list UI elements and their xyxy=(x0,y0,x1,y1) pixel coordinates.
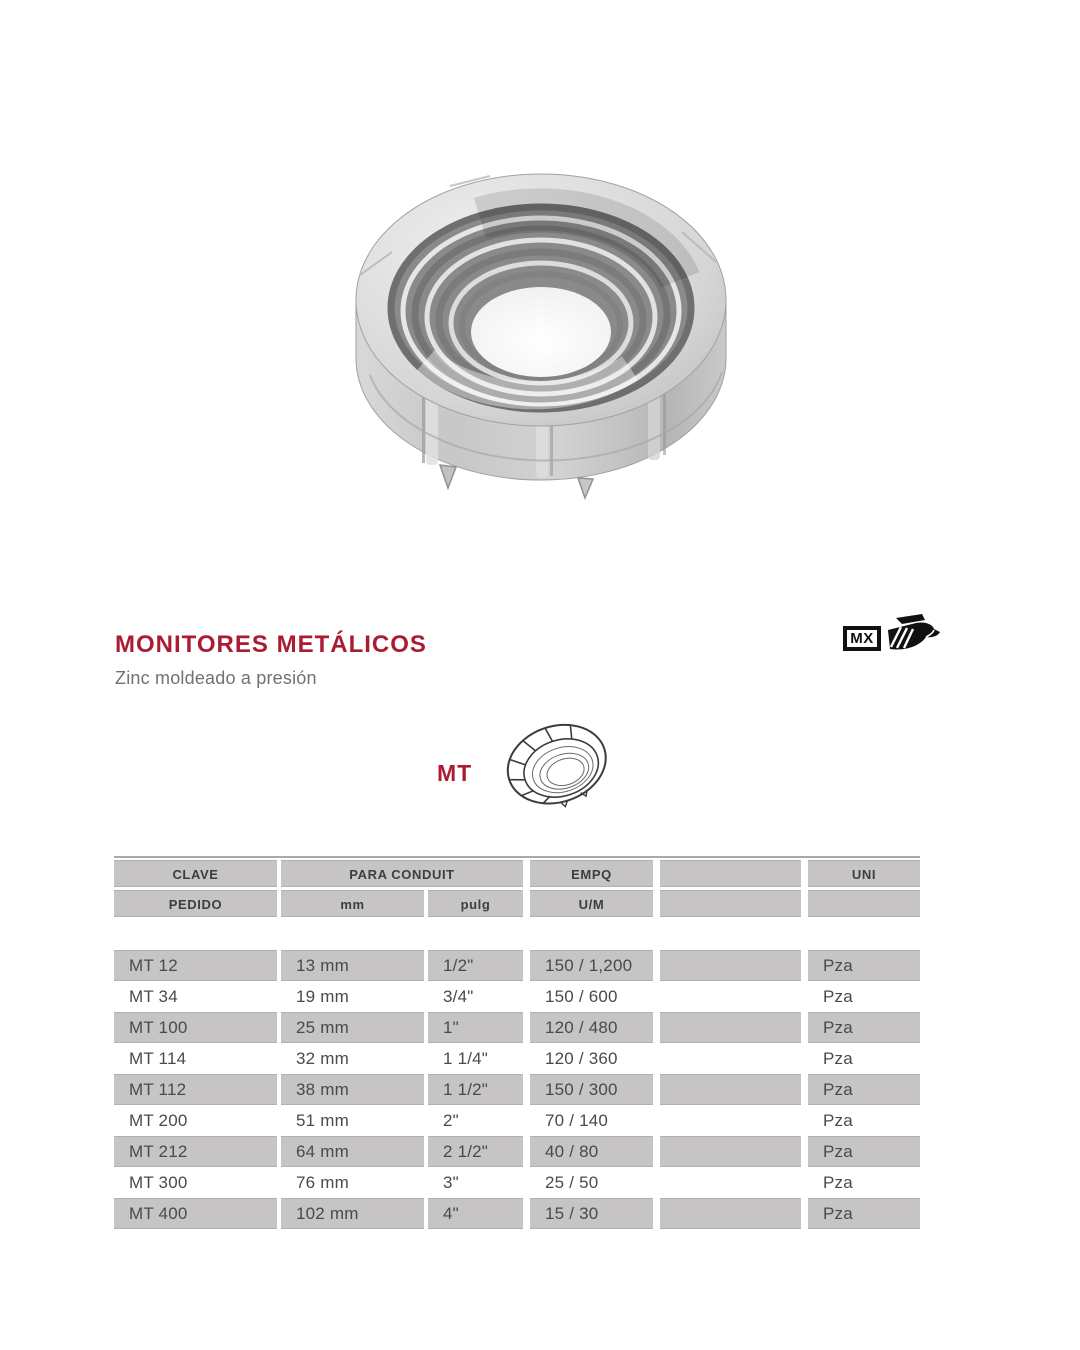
cell-clave: MT 34 xyxy=(129,987,178,1006)
table-row xyxy=(114,1136,920,1167)
cell-pulg: 1 1/2" xyxy=(428,1074,523,1105)
cell-empq: 150 / 600 xyxy=(545,987,618,1006)
table-row xyxy=(114,1198,920,1229)
cell-extra xyxy=(660,1105,801,1136)
cell-empq: 120 / 360 xyxy=(545,1049,618,1068)
table-row xyxy=(114,1167,920,1198)
cell-clave: MT 114 xyxy=(129,1049,187,1068)
cell-mm: 13 mm xyxy=(281,950,424,981)
cell-clave: MT 100 xyxy=(114,1012,277,1043)
product-photo-bushing xyxy=(330,140,770,500)
cell-uni: Pza xyxy=(823,1049,853,1068)
cell-mm: 76 mm xyxy=(296,1173,349,1192)
cell-mm: 64 mm xyxy=(281,1136,424,1167)
table-row xyxy=(114,950,920,981)
header-mm: mm xyxy=(281,890,424,917)
cell-pulg: 1/2" xyxy=(428,950,523,981)
cell-clave: MT 212 xyxy=(114,1136,277,1167)
cell-uni: Pza xyxy=(808,1012,920,1043)
cell-extra xyxy=(660,1167,801,1198)
cell-uni: Pza xyxy=(823,1111,853,1130)
header-extra xyxy=(660,860,801,887)
bushing-photo-svg xyxy=(330,140,770,500)
header-para-conduit: PARA CONDUIT xyxy=(281,860,523,887)
header-uni: UNI xyxy=(808,860,920,887)
cell-mm: 19 mm xyxy=(296,987,349,1006)
table-header-row-1 xyxy=(114,860,920,887)
cell-mm: 51 mm xyxy=(296,1111,349,1130)
cell-mm: 25 mm xyxy=(281,1012,424,1043)
cell-uni: Pza xyxy=(808,1136,920,1167)
cell-extra xyxy=(660,1198,801,1229)
cell-mm: 38 mm xyxy=(281,1074,424,1105)
table-body xyxy=(114,950,920,1229)
table-row xyxy=(114,981,920,1012)
cell-pulg: 4" xyxy=(428,1198,523,1229)
cell-pulg: 1 1/4" xyxy=(443,1049,489,1068)
cell-uni: Pza xyxy=(808,950,920,981)
spec-table xyxy=(114,856,920,1229)
header-pedido: PEDIDO xyxy=(114,890,277,917)
bushing-drawing-svg xyxy=(496,706,620,830)
cell-mm: 32 mm xyxy=(296,1049,349,1068)
table-header-row-2 xyxy=(114,890,920,917)
cell-empq: 40 / 80 xyxy=(530,1136,653,1167)
cell-pulg: 2" xyxy=(443,1111,459,1130)
cell-empq: 120 / 480 xyxy=(530,1012,653,1043)
cell-extra xyxy=(660,1136,801,1167)
header-pulg: pulg xyxy=(428,890,523,917)
figure-line-drawing xyxy=(496,706,620,830)
header-extra-2 xyxy=(660,890,801,917)
cell-pulg: 1" xyxy=(428,1012,523,1043)
cell-pulg: 3" xyxy=(443,1173,459,1192)
cell-pulg: 2 1/2" xyxy=(428,1136,523,1167)
cell-uni: Pza xyxy=(808,1198,920,1229)
cell-uni: Pza xyxy=(808,1074,920,1105)
cell-clave: MT 112 xyxy=(114,1074,277,1105)
cell-empq: 70 / 140 xyxy=(545,1111,609,1130)
cell-empq: 150 / 300 xyxy=(530,1074,653,1105)
cell-extra xyxy=(660,950,801,981)
cell-clave: MT 200 xyxy=(129,1111,188,1130)
cell-extra xyxy=(660,981,801,1012)
cell-extra xyxy=(660,1043,801,1074)
header-uni-2 xyxy=(808,890,920,917)
figure-code-label: MT xyxy=(437,760,473,786)
cell-mm: 102 mm xyxy=(281,1198,424,1229)
cell-extra xyxy=(660,1012,801,1043)
header-empq: EMPQ xyxy=(530,860,653,887)
cell-empq: 150 / 1,200 xyxy=(530,950,653,981)
header-clave: CLAVE xyxy=(114,860,277,887)
cell-clave: MT 12 xyxy=(114,950,277,981)
header-um: U/M xyxy=(530,890,653,917)
page-subtitle: Zinc moldeado a presión xyxy=(115,668,317,688)
mx-label: MX xyxy=(843,626,881,651)
page-title: MONITORES METÁLICOS xyxy=(115,631,427,658)
table-row xyxy=(114,1074,920,1105)
hecho-en-mexico-badge xyxy=(843,614,943,664)
cell-empq: 15 / 30 xyxy=(530,1198,653,1229)
eagle-icon xyxy=(882,614,940,662)
cell-empq: 25 / 50 xyxy=(545,1173,599,1192)
cell-clave: MT 300 xyxy=(129,1173,188,1192)
table-row xyxy=(114,1012,920,1043)
table-row xyxy=(114,1105,920,1136)
table-row xyxy=(114,1043,920,1074)
cell-clave: MT 400 xyxy=(114,1198,277,1229)
cell-uni: Pza xyxy=(823,987,853,1006)
cell-uni: Pza xyxy=(823,1173,853,1192)
cell-pulg: 3/4" xyxy=(443,987,474,1006)
cell-extra xyxy=(660,1074,801,1105)
